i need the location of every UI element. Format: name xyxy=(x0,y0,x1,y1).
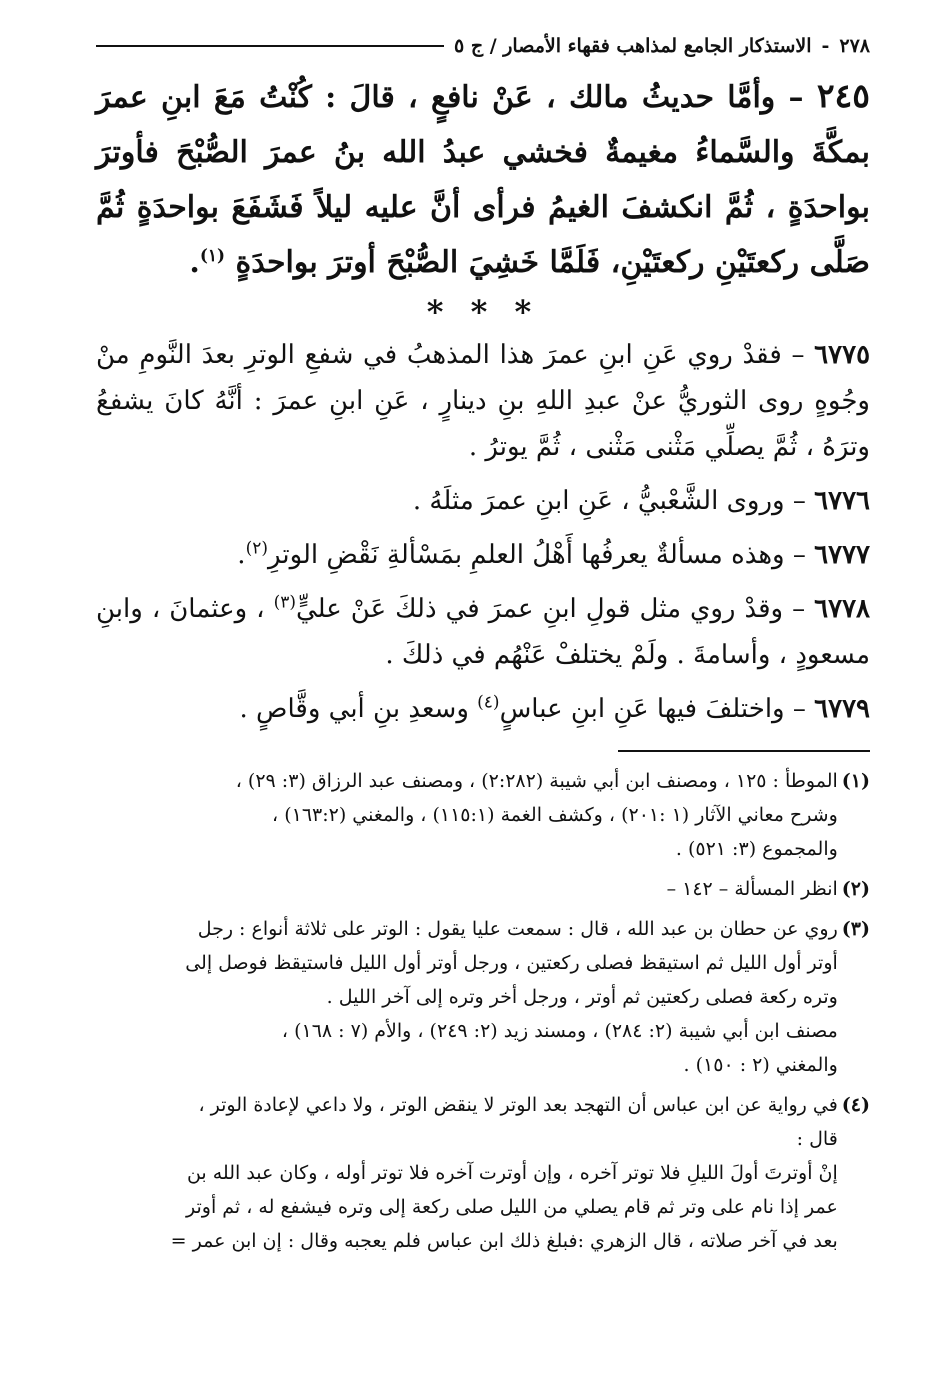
paragraph xyxy=(96,686,870,732)
footnote-ref: (٣) xyxy=(273,592,296,613)
paragraph xyxy=(96,332,870,470)
hadith-text: وأمَّا حديثُ مالك ، عَنْ نافعٍ ، قالَ : كُنْتُ مَعَ ابنِ عمرَ بمكَّةَ والسَّماءُ مغيمةٌ فخشي عبدُ الله بنُ عمرَ الصُّبْحَ فأوترَ بواحدَةٍ ، ثُمَّ انكشفَ الغيمُ فرأى أنَّ عليه ليلاً فَشَفَعَ بواحدَةٍ ثُمَّ صَلَّى ركعتَيْنِ ركعتَيْنِ، فَلَمَّا خَشِيَ الصُّبْحَ أوترَ بواحدَةٍ xyxy=(96,80,870,280)
hadith-dash: – xyxy=(775,80,804,115)
footnote-body xyxy=(96,912,838,1082)
paragraph-number: ٦٧٧٩ xyxy=(814,694,870,724)
paragraph xyxy=(96,586,870,678)
hadith-paragraph xyxy=(96,68,870,290)
paragraph-dash: – xyxy=(783,594,806,624)
paragraph-end: . xyxy=(237,540,246,570)
page-number: ٢٧٨ xyxy=(839,35,870,57)
footnote-line: الموطأ : ١٢٥ ، ومصنف ابن أبي شيبة (٢:٢٨٢) ، ومصنف عبد الرزاق (٣: ٢٩) ، xyxy=(235,770,838,792)
footnote-line: وتره ركعة فصلى ركعتين ثم أوتر ، ورجل أخر وتره إلى آخر الليل . xyxy=(326,986,838,1008)
paragraph-end: وسعدِ بنِ أبي وقَّاصٍ . xyxy=(239,694,478,724)
paragraph-number: ٦٧٧٥ xyxy=(814,340,871,370)
footnote-rule xyxy=(618,750,870,752)
paragraph-dash: – xyxy=(781,340,805,370)
main-text xyxy=(96,68,870,732)
running-header xyxy=(96,26,870,66)
footnote-line: في رواية عن ابن عباس أن التهجد بعد الوتر لا ينقض الوتر ، ولا داعي لإعادة الوتر ، xyxy=(198,1094,838,1116)
paragraph-number: ٦٧٧٦ xyxy=(814,486,870,516)
footnote-mark: (٣) xyxy=(841,918,870,940)
paragraph-end: ، وعثمانَ ، وابنِ مسعودٍ ، وأسامةَ . ولَمْ يختلفْ عَنْهُم في ذلكَ . xyxy=(96,594,870,670)
paragraph-dash: – xyxy=(784,486,806,516)
footnote-line: والمغني (٢ : ١٥٠) . xyxy=(683,1054,838,1076)
footnote xyxy=(96,872,870,906)
footnote-mark: (٤) xyxy=(841,1094,870,1116)
footnote-body xyxy=(96,764,838,866)
footnote-line: أوتر أول الليل ثم استيقظ فصلى ركعتين ، ورجل أوتر أول الليل فاستيقظ فوصل إلى xyxy=(185,952,838,974)
header-dash: - xyxy=(821,35,830,57)
paragraph xyxy=(96,478,870,524)
footnote-line: عمر إذا نام على وتر ثم قام يصلي من الليل صلى ركعة إلى وتره فيشفع له ، ثم أوتر xyxy=(186,1196,838,1218)
paragraph-text: وروى الشَّعْبيُّ ، عَنِ ابنِ عمرَ مثلَهُ . xyxy=(412,486,785,516)
footnote-line: قال : xyxy=(796,1128,838,1150)
section-separator: * * * xyxy=(426,293,540,331)
footnote-line: والمجموع (٣: ٥٢١) . xyxy=(675,838,838,860)
footnotes xyxy=(96,764,870,1258)
paragraph-text: وهذه مسألةٌ يعرفُها أَهْلُ العلمِ بمَسْألةِ نَقْضِ الوترِ xyxy=(267,540,785,570)
hadith-number: ٢٤٥ xyxy=(816,76,870,115)
paragraph-number: ٦٧٧٧ xyxy=(814,540,870,570)
paragraph-text: فقدْ روي عَنِ ابنِ عمرَ هذا المذهبُ في شفعِ الوترِ بعدَ النَّومِ منْ وجُوهٍ روى الثوريُّ عنْ عبدِ اللهِ بنِ دينارٍ ، عَنِ ابنِ عمرَ : أنَّهُ كانَ يشفعُ وترَهُ ، ثُمَّ يصلِّي مَثْنى مَثْنى ، ثُمَّ يوترُ . xyxy=(96,340,870,462)
footnote-line: وشرح معاني الآثار (١ :٢٠١) ، وكشف الغمة (١١٥:١) ، والمغني (١٦٣:٢) ، xyxy=(272,804,838,826)
paragraph-text: وقدْ روي مثل قولِ ابنِ عمرَ في ذلكَ عَنْ عليٍّ xyxy=(296,594,784,624)
book-title: الاستذكار الجامع لمذاهب فقهاء الأمصار / ج ٥ xyxy=(453,35,812,57)
paragraph-number: ٦٧٧٨ xyxy=(814,594,870,624)
footnote-mark: (٢) xyxy=(841,878,870,900)
paragraph-text: واختلفَ فيها عَنِ ابنِ عباسٍ xyxy=(499,694,785,724)
paragraph xyxy=(96,532,870,578)
footnote-line: مصنف ابن أبي شيبة (٢: ٢٨٤) ، ومسند زيد (٢: ٢٤٩) ، والأم (٧ : ١٦٨) ، xyxy=(281,1020,838,1042)
footnote-line: روي عن حطان بن عبد الله ، قال : سمعت عليا يقول : الوتر على ثلاثة أنواع : رجل xyxy=(197,918,838,940)
header-rule xyxy=(96,45,444,47)
footnote-ref: (٢) xyxy=(245,538,268,559)
footnote-body xyxy=(96,872,838,906)
footnote-ref: (٤) xyxy=(477,692,500,713)
paragraph-dash: – xyxy=(784,694,806,724)
footnote-line: بعد في آخر صلاته ، قال الزهري :فبلغ ذلك ابن عباس فلم يعجبه وقال : إن ابن عمر = xyxy=(170,1230,838,1252)
footnote-line: إنْ أوترتَ أولَ الليلِ فلا توتر آخره ، وإن أوترت آخره فلا توتر أوله ، وكان عبد الله بن xyxy=(186,1162,838,1184)
footnote xyxy=(96,1088,870,1258)
paragraph-dash: – xyxy=(784,540,806,570)
footnote-line: انظر المسألة – ١٤٢ – xyxy=(666,878,838,900)
footnote xyxy=(96,764,870,866)
hadith-end: . xyxy=(189,245,200,280)
footnote-body xyxy=(96,1088,838,1258)
footnote xyxy=(96,912,870,1082)
footnote-mark: (١) xyxy=(841,770,870,792)
footnote-ref: (١) xyxy=(199,246,226,266)
